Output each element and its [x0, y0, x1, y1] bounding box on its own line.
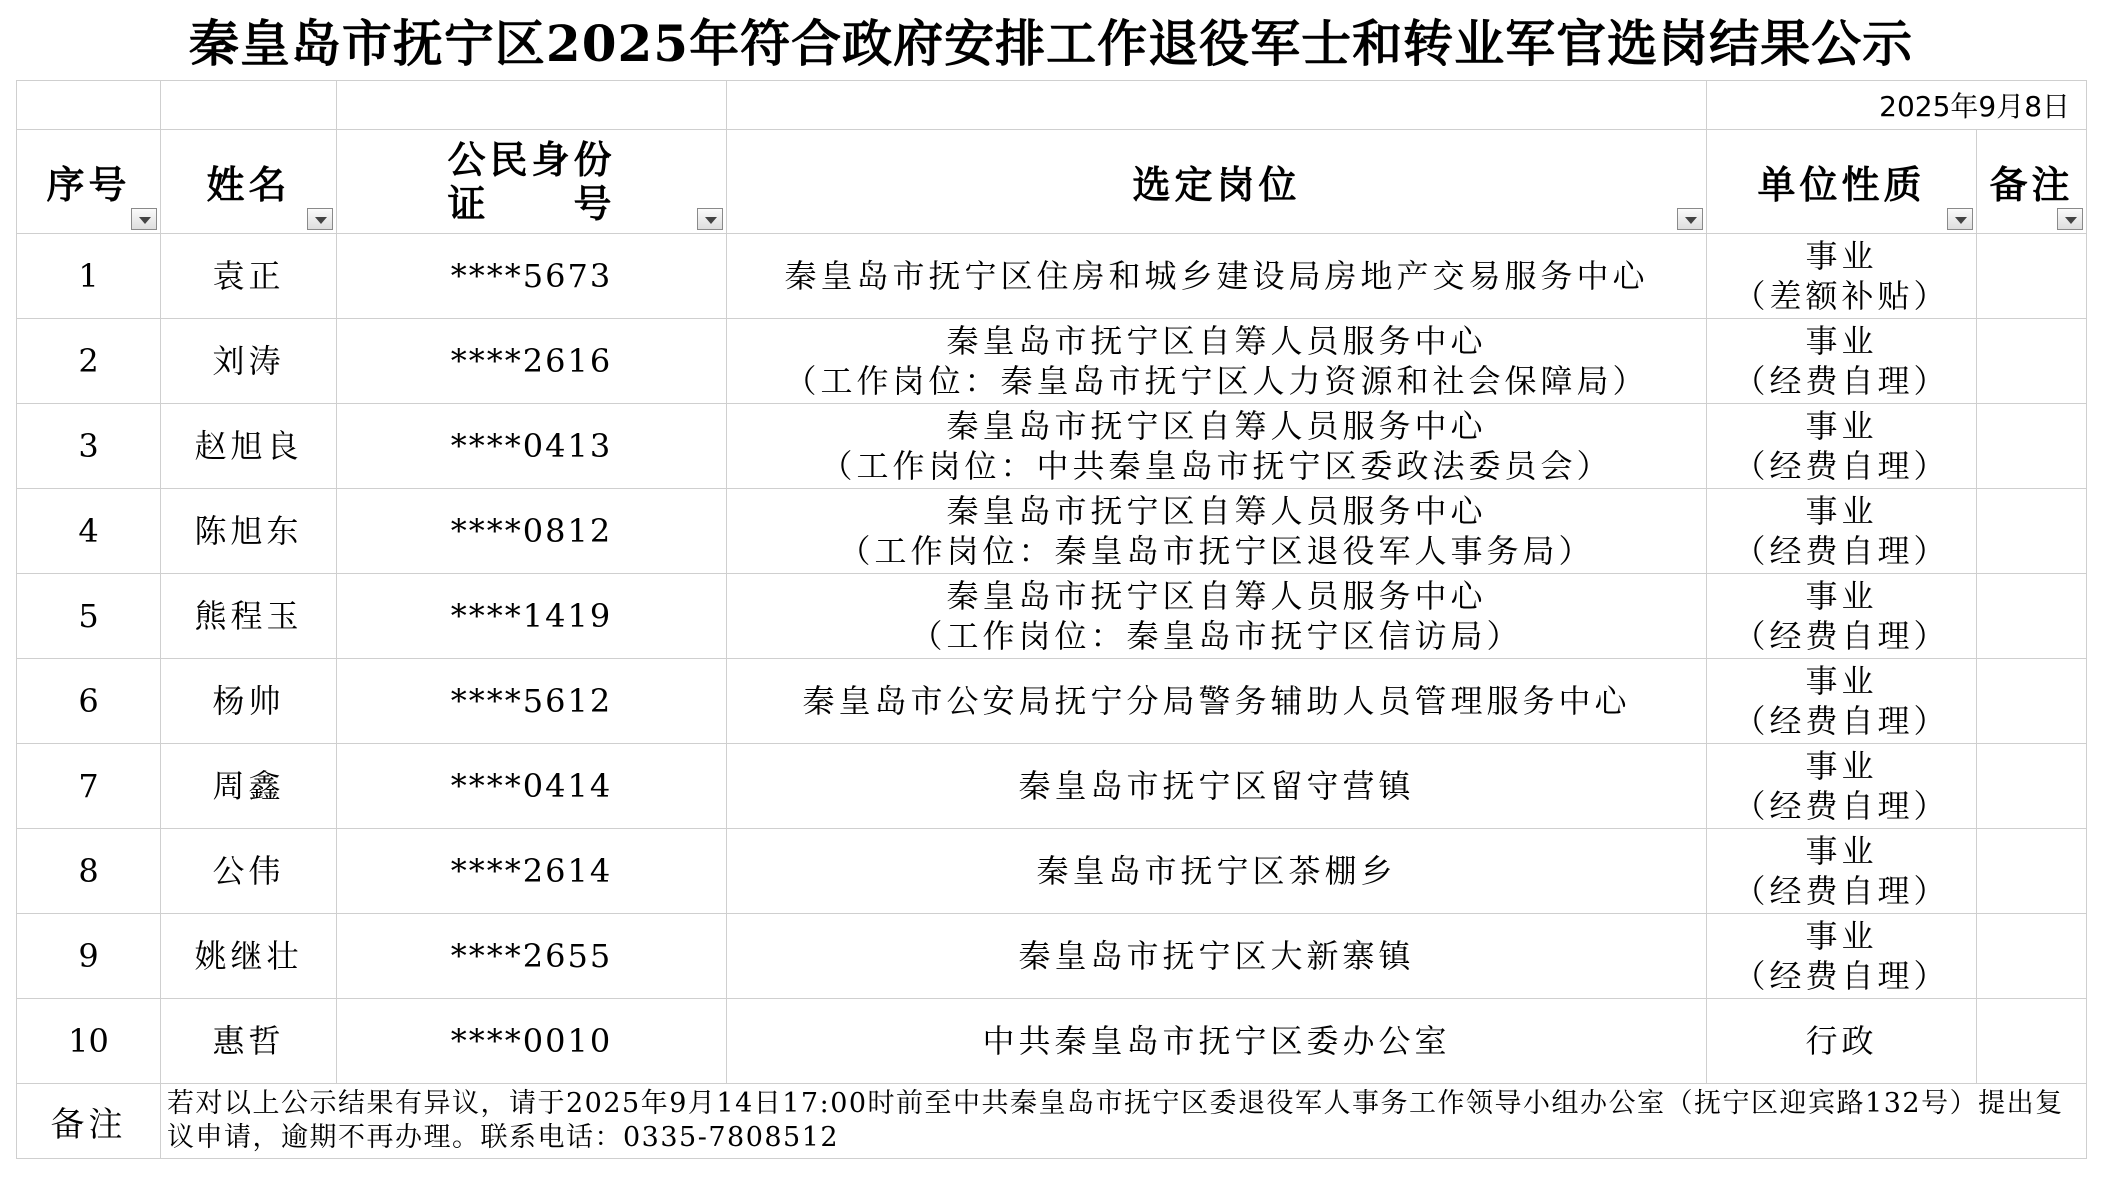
cell-unit-type[interactable] — [1707, 659, 1977, 744]
cell-name[interactable]: 熊程玉 — [161, 574, 337, 659]
cell-unit-type[interactable] — [1707, 829, 1977, 914]
unit-line1: 事业 — [1805, 237, 1878, 275]
filter-dropdown-icon[interactable] — [697, 208, 723, 230]
cell-unit-type[interactable] — [1707, 914, 1977, 999]
position-line1: 秦皇岛市抚宁区茶棚乡 — [1036, 852, 1397, 890]
table-row — [17, 914, 2087, 999]
cell-unit-type[interactable] — [1707, 319, 1977, 404]
position-line1: 秦皇岛市公安局抚宁分局警务辅助人员管理服务中心 — [802, 682, 1631, 720]
cell-name[interactable]: 周鑫 — [161, 744, 337, 829]
cell-name[interactable]: 惠哲 — [161, 999, 337, 1084]
filter-dropdown-icon[interactable] — [307, 208, 333, 230]
cell-seq[interactable]: 8 — [17, 829, 161, 914]
cell-remark[interactable] — [1977, 574, 2087, 659]
header-position-label: 选定岗位 — [1132, 163, 1301, 207]
unit-line2: （经费自理） — [1733, 362, 1950, 400]
cell-id[interactable]: ****2616 — [337, 319, 727, 404]
cell-position[interactable] — [727, 744, 1707, 829]
cell-position[interactable] — [727, 659, 1707, 744]
header-name-label: 姓名 — [206, 163, 291, 207]
cell-seq[interactable]: 7 — [17, 744, 161, 829]
position-line2: （工作岗位：秦皇岛市抚宁区退役军人事务局） — [838, 532, 1595, 570]
cell-unit-type[interactable] — [1707, 234, 1977, 319]
position-line1: 秦皇岛市抚宁区留守营镇 — [1018, 767, 1415, 805]
unit-line2: （经费自理） — [1733, 447, 1950, 485]
unit-line1: 事业 — [1805, 747, 1878, 785]
cell-unit-type[interactable] — [1707, 404, 1977, 489]
position-line2: （工作岗位：秦皇岛市抚宁区信访局） — [910, 617, 1523, 655]
cell-id[interactable]: ****2614 — [337, 829, 727, 914]
header-id — [337, 130, 727, 234]
header-position — [727, 130, 1707, 234]
header-remarks-label: 备注 — [1989, 163, 2074, 207]
cell-position[interactable] — [727, 234, 1707, 319]
unit-line2: （经费自理） — [1733, 532, 1950, 570]
table-row — [17, 319, 2087, 404]
cell-seq[interactable]: 6 — [17, 659, 161, 744]
cell-seq[interactable]: 1 — [17, 234, 161, 319]
cell-unit-type[interactable] — [1707, 574, 1977, 659]
header-remarks — [1977, 130, 2087, 234]
filter-dropdown-icon[interactable] — [2057, 208, 2083, 230]
unit-line2: （经费自理） — [1733, 957, 1950, 995]
table-row — [17, 744, 2087, 829]
header-seq — [17, 130, 161, 234]
header-unit-type — [1707, 130, 1977, 234]
position-line1: 秦皇岛市抚宁区大新寨镇 — [1018, 937, 1415, 975]
cell-id[interactable]: ****2655 — [337, 914, 727, 999]
cell-position[interactable] — [727, 489, 1707, 574]
document-title: 秦皇岛市抚宁区2025年符合政府安排工作退役军士和转业军官选岗结果公示 — [188, 14, 1914, 73]
position-line1: 秦皇岛市抚宁区自筹人员服务中心 — [946, 322, 1487, 360]
table-row — [17, 234, 2087, 319]
table-row — [17, 829, 2087, 914]
cell-name[interactable]: 陈旭东 — [161, 489, 337, 574]
table-row — [17, 574, 2087, 659]
table-row — [17, 489, 2087, 574]
publish-date: 2025年9月8日 — [1707, 81, 2087, 130]
cell-position[interactable] — [727, 319, 1707, 404]
cell-name[interactable]: 杨帅 — [161, 659, 337, 744]
cell-name[interactable]: 姚继壮 — [161, 914, 337, 999]
table-row — [17, 999, 2087, 1084]
cell-id[interactable]: ****5673 — [337, 234, 727, 319]
cell-id[interactable]: ****0414 — [337, 744, 727, 829]
unit-line2: （经费自理） — [1733, 872, 1950, 910]
cell-seq[interactable]: 10 — [17, 999, 161, 1084]
cell-remark[interactable] — [1977, 914, 2087, 999]
position-line1: 秦皇岛市抚宁区自筹人员服务中心 — [946, 492, 1487, 530]
position-line2: （工作岗位：秦皇岛市抚宁区人力资源和社会保障局） — [784, 362, 1649, 400]
cell-remark[interactable] — [1977, 744, 2087, 829]
cell-unit-type[interactable] — [1707, 489, 1977, 574]
cell-id[interactable]: ****0812 — [337, 489, 727, 574]
position-line1: 秦皇岛市抚宁区自筹人员服务中心 — [946, 577, 1487, 615]
unit-line1: 事业 — [1805, 407, 1878, 445]
cell-position[interactable] — [727, 999, 1707, 1084]
cell-remark[interactable] — [1977, 404, 2087, 489]
unit-line1: 事业 — [1805, 662, 1878, 700]
results-table — [16, 80, 2087, 1159]
unit-line2: （经费自理） — [1733, 617, 1950, 655]
cell-seq[interactable]: 5 — [17, 574, 161, 659]
cell-remark[interactable] — [1977, 829, 2087, 914]
cell-id[interactable]: ****5612 — [337, 659, 727, 744]
cell-remark[interactable] — [1977, 999, 2087, 1084]
cell-seq[interactable]: 9 — [17, 914, 161, 999]
position-line2: （工作岗位：中共秦皇岛市抚宁区委政法委员会） — [820, 447, 1613, 485]
position-line1: 秦皇岛市抚宁区住房和城乡建设局房地产交易服务中心 — [784, 257, 1649, 295]
cell-unit-type[interactable] — [1707, 744, 1977, 829]
cell-position[interactable] — [727, 404, 1707, 489]
table-row — [17, 659, 2087, 744]
filter-dropdown-icon[interactable] — [1677, 208, 1703, 230]
header-id-label-line2: 证 号 — [447, 181, 616, 226]
footer-note[interactable]: 若对以上公示结果有异议，请于2025年9月14日17:00时前至中共秦皇岛市抚宁区委退役军人事务工作领导小组办公室（抚宁区迎宾路132号）提出复议申请，逾期不再办理。联系电话：0335-7808512 — [161, 1084, 2087, 1159]
cell-name[interactable]: 公伟 — [161, 829, 337, 914]
footer-label[interactable]: 备注 — [17, 1084, 161, 1159]
cell-name[interactable]: 袁正 — [161, 234, 337, 319]
cell-position[interactable] — [727, 914, 1707, 999]
unit-line1: 事业 — [1805, 322, 1878, 360]
unit-line1: 行政 — [1805, 1022, 1878, 1060]
footer-row — [17, 1084, 2087, 1159]
filter-dropdown-icon[interactable] — [1947, 208, 1973, 230]
unit-line2: （经费自理） — [1733, 787, 1950, 825]
cell-id[interactable]: ****0413 — [337, 404, 727, 489]
header-name — [161, 130, 337, 234]
cell-seq[interactable]: 2 — [17, 319, 161, 404]
unit-line1: 事业 — [1805, 492, 1878, 530]
unit-line1: 事业 — [1805, 917, 1878, 955]
unit-line2: （经费自理） — [1733, 702, 1950, 740]
cell-id[interactable]: ****0010 — [337, 999, 727, 1084]
cell-seq[interactable]: 3 — [17, 404, 161, 489]
header-row — [17, 130, 2087, 234]
cell-seq[interactable]: 4 — [17, 489, 161, 574]
cell-name[interactable]: 刘涛 — [161, 319, 337, 404]
cell-position[interactable] — [727, 829, 1707, 914]
header-id-label-line1: 公民身份 — [447, 137, 616, 182]
cell-remark[interactable] — [1977, 489, 2087, 574]
unit-line2: （差额补贴） — [1733, 277, 1950, 315]
header-seq-label: 序号 — [46, 163, 131, 207]
unit-line1: 事业 — [1805, 577, 1878, 615]
position-line1: 秦皇岛市抚宁区自筹人员服务中心 — [946, 407, 1487, 445]
cell-id[interactable]: ****1419 — [337, 574, 727, 659]
unit-line1: 事业 — [1805, 832, 1878, 870]
cell-position[interactable] — [727, 574, 1707, 659]
cell-remark[interactable] — [1977, 319, 2087, 404]
cell-remark[interactable] — [1977, 659, 2087, 744]
header-unit-type-label: 单位性质 — [1757, 163, 1926, 207]
cell-unit-type[interactable] — [1707, 999, 1977, 1084]
cell-name[interactable]: 赵旭良 — [161, 404, 337, 489]
date-row — [17, 81, 2087, 130]
position-line1: 中共秦皇岛市抚宁区委办公室 — [982, 1022, 1451, 1060]
table-row — [17, 404, 2087, 489]
cell-remark[interactable] — [1977, 234, 2087, 319]
filter-dropdown-icon[interactable] — [131, 208, 157, 230]
